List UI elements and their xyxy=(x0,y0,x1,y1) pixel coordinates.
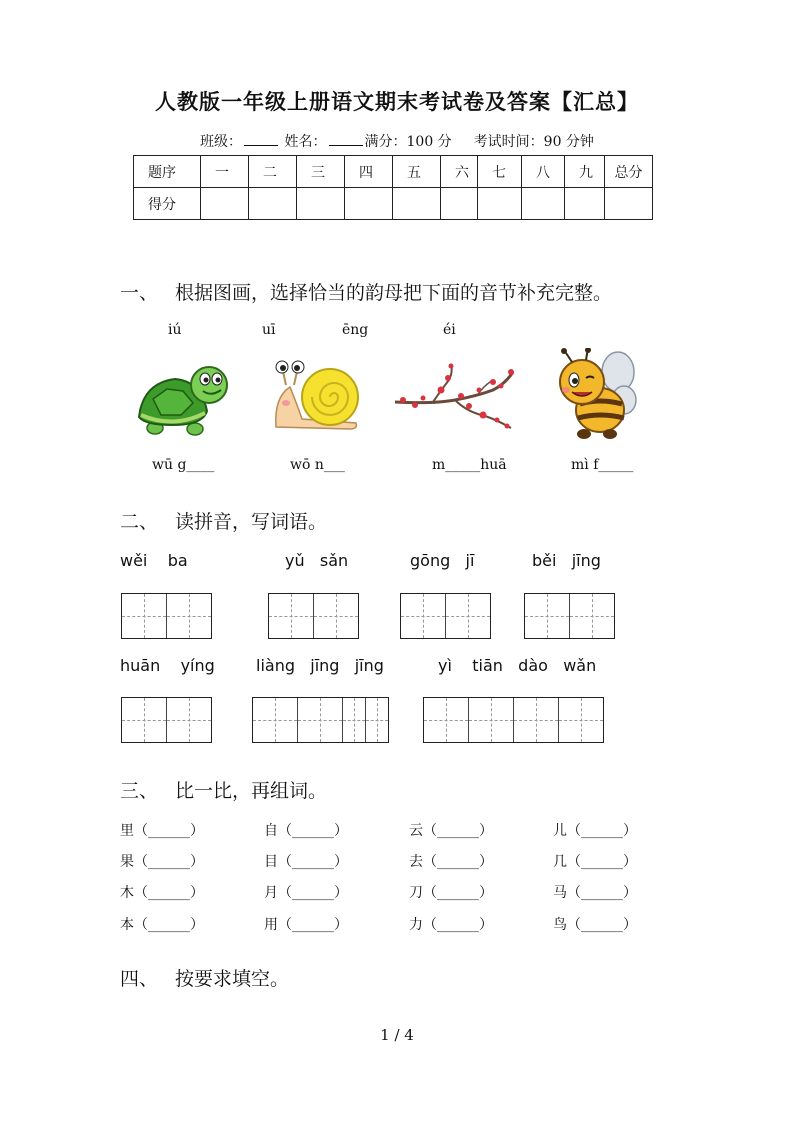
compare-item[interactable]: 去（______） xyxy=(409,854,493,870)
header-cell: 三 xyxy=(297,156,345,188)
header-cell: 四 xyxy=(345,156,393,188)
row-label: 得分 xyxy=(134,188,201,220)
bee-picture xyxy=(554,348,639,443)
header-cell: 二 xyxy=(249,156,297,188)
writing-grid[interactable] xyxy=(252,697,389,743)
compare-item[interactable]: 木（______） xyxy=(120,885,204,901)
compare-item[interactable]: 马（______） xyxy=(553,885,637,901)
answer-bee[interactable]: mì f_____ xyxy=(571,457,634,473)
score-cell[interactable] xyxy=(441,188,478,220)
compare-item[interactable]: 目（______） xyxy=(264,854,348,870)
section-3-heading xyxy=(120,776,327,803)
page-title: 人教版一年级上册语文期末考试卷及答案【汇总】 xyxy=(155,89,639,114)
compare-item[interactable]: 刀（______） xyxy=(409,885,493,901)
score-cell[interactable] xyxy=(565,188,605,220)
header-cell: 六 xyxy=(441,156,478,188)
compare-item[interactable]: 力（______） xyxy=(409,917,493,933)
writing-grid[interactable] xyxy=(268,593,359,639)
header-cell: 总分 xyxy=(605,156,653,188)
section-number: 二、 xyxy=(120,511,159,533)
compare-item[interactable]: 用（______） xyxy=(264,917,348,933)
score-cell[interactable] xyxy=(345,188,393,220)
option-ei: éi xyxy=(443,322,456,338)
class-label: 班级： xyxy=(200,134,243,150)
pinyin-huanying: huān yíng xyxy=(120,656,215,675)
compare-item[interactable]: 本（______） xyxy=(120,917,204,933)
compare-item[interactable]: 里（______） xyxy=(120,823,204,839)
section-number: 一、 xyxy=(120,282,159,304)
exam-time: 考试时间：90 分钟 xyxy=(473,134,594,150)
score-cell[interactable] xyxy=(201,188,249,220)
header-cell: 题序 xyxy=(134,156,201,188)
score-table-header-row xyxy=(134,156,653,188)
writing-grid[interactable] xyxy=(423,697,604,743)
compare-item[interactable]: 月（______） xyxy=(264,885,348,901)
answer-snail[interactable]: wō n___ xyxy=(290,457,345,473)
score-cell[interactable] xyxy=(393,188,441,220)
pinyin-beijing: běi jīng xyxy=(532,551,601,570)
header-cell: 五 xyxy=(393,156,441,188)
pinyin-yitiandaowan: yì tiān dào wǎn xyxy=(438,656,597,675)
pinyin-weiba: wěi ba xyxy=(120,551,188,570)
snail-picture xyxy=(272,357,362,433)
header-cell: 八 xyxy=(522,156,565,188)
option-iu: iú xyxy=(168,322,182,338)
section-title: 按要求填空。 xyxy=(175,968,290,990)
class-blank[interactable] xyxy=(244,133,278,146)
header-cell: 一 xyxy=(201,156,249,188)
score-cell[interactable] xyxy=(478,188,522,220)
score-table-score-row xyxy=(134,188,653,220)
score-cell[interactable] xyxy=(297,188,345,220)
section-1-heading xyxy=(120,278,612,305)
page-number: 1 / 4 xyxy=(380,1026,414,1044)
header-cell: 七 xyxy=(478,156,522,188)
name-blank[interactable] xyxy=(329,133,363,146)
compare-item[interactable]: 几（______） xyxy=(553,854,637,870)
pinyin-gongji: gōng jī xyxy=(410,551,475,570)
writing-grid[interactable] xyxy=(524,593,615,639)
section-title: 读拼音，写词语。 xyxy=(175,511,328,533)
compare-item[interactable]: 云（______） xyxy=(409,823,493,839)
exam-info xyxy=(0,131,794,151)
section-title: 比一比，再组词。 xyxy=(175,780,328,802)
writing-grid-row-2 xyxy=(0,697,794,743)
compare-item[interactable]: 儿（______） xyxy=(553,823,637,839)
section-number: 三、 xyxy=(120,780,159,802)
section-number: 四、 xyxy=(120,968,159,990)
writing-grid[interactable] xyxy=(400,593,491,639)
name-label: 姓名： xyxy=(284,134,327,150)
full-score: 满分：100 分 xyxy=(364,134,452,150)
section-2-heading xyxy=(120,507,327,534)
header-cell: 九 xyxy=(565,156,605,188)
writing-grid-row-1 xyxy=(0,593,794,639)
option-eng: ēng xyxy=(342,322,369,338)
score-cell[interactable] xyxy=(522,188,565,220)
pinyin-liangjingjing: liàng jīng jīng xyxy=(256,656,384,675)
section-title: 根据图画，选择恰当的韵母把下面的音节补充完整。 xyxy=(175,282,613,304)
pinyin-yusan: yǔ sǎn xyxy=(285,551,349,570)
compare-item[interactable]: 果（______） xyxy=(120,854,204,870)
answer-turtle[interactable]: wū g____ xyxy=(152,457,215,473)
option-ui: uī xyxy=(262,322,276,338)
score-cell[interactable] xyxy=(249,188,297,220)
score-table xyxy=(133,155,653,220)
writing-grid[interactable] xyxy=(121,593,212,639)
turtle-picture xyxy=(133,355,233,440)
score-cell[interactable] xyxy=(605,188,653,220)
compare-item[interactable]: 鸟（______） xyxy=(553,917,637,933)
writing-grid[interactable] xyxy=(121,697,212,743)
answer-plum-blossom[interactable]: m_____huā xyxy=(432,457,507,473)
plum-blossom-picture xyxy=(393,360,518,430)
section-4-heading xyxy=(120,964,289,991)
compare-item[interactable]: 自（______） xyxy=(264,823,348,839)
